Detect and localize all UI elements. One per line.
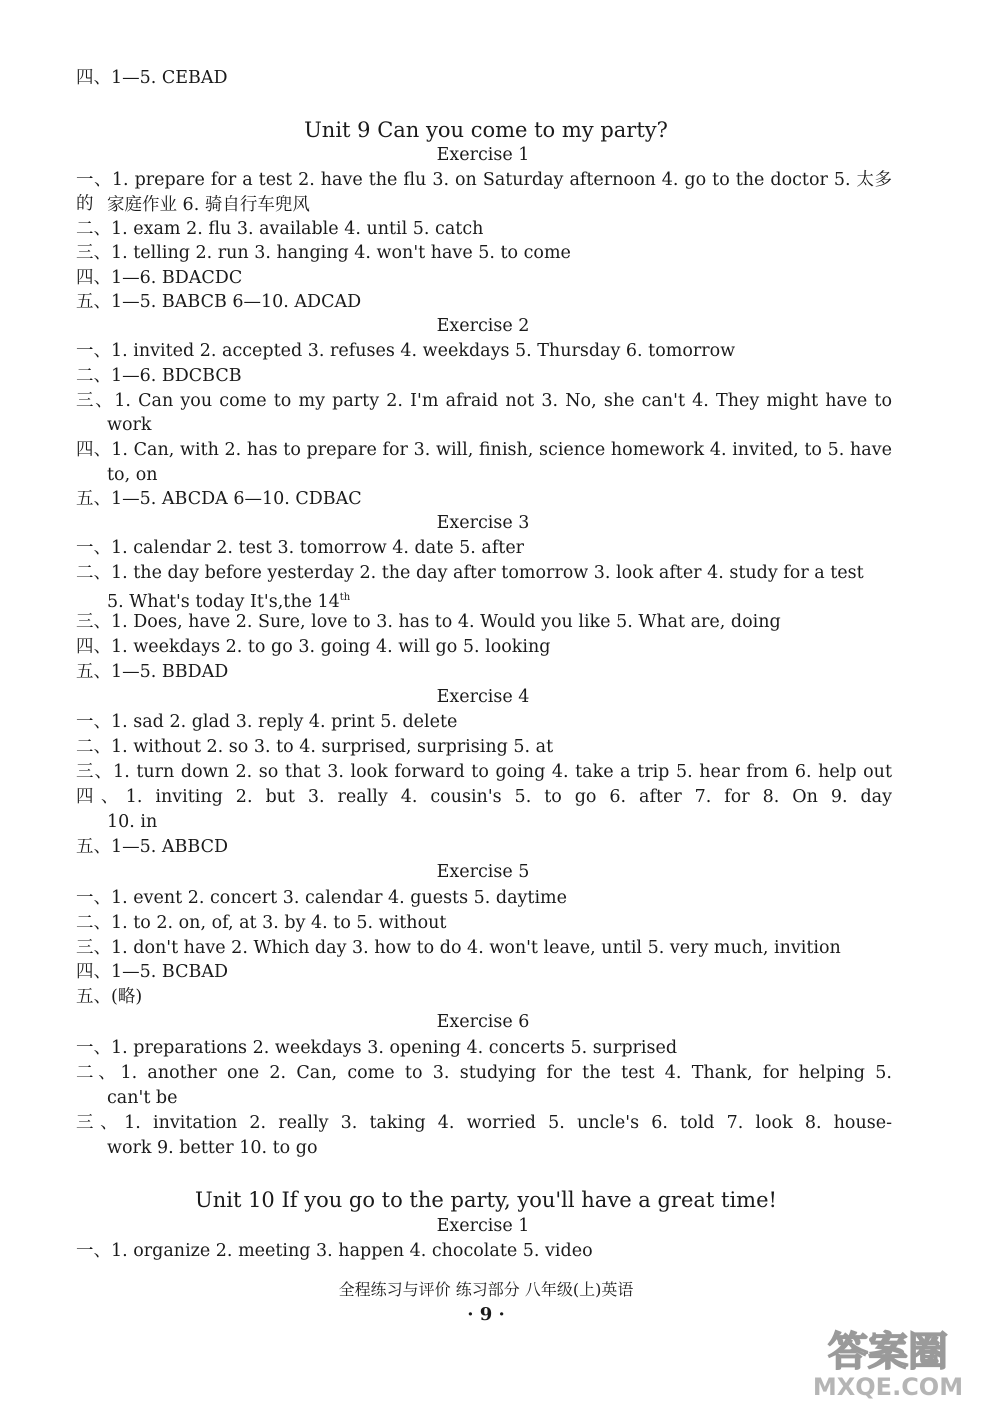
answer-line: 一、1. preparations 2. weekdays 3. opening 4. concerts 5. surprised (76, 1038, 678, 1058)
exercise-heading: Exercise 4 (436, 687, 530, 707)
answer-line: 一、1. prepare for a test 2. have the flu 3. on Saturday afternoon 4. go to the doctor 5. 太多的 (76, 170, 892, 214)
watermark-top-text: 答案圈 (828, 1329, 948, 1375)
answer-line: 二、1—6. BDCBCB (76, 366, 242, 386)
answer-line: 五、1—5. ABCDA 6—10. CDBAC (76, 489, 362, 509)
answer-line: 三、1. Does, have 2. Sure, love to 3. has to 4. Would you like 5. What are, doing (76, 612, 781, 632)
exercise-heading: Exercise 2 (436, 316, 530, 336)
answer-line: 三、1. telling 2. run 3. hanging 4. won't have 5. to come (76, 243, 571, 263)
exercise-heading: Exercise 3 (436, 513, 530, 533)
answer-line: 三、1. invitation 2. really 3. taking 4. worried 5. uncle's 6. told 7. look 8. house- (76, 1113, 892, 1133)
watermark-bottom-text: MXQE.COM (812, 1373, 964, 1401)
answer-line: work (107, 415, 152, 435)
page-number: · 9 · (467, 1304, 505, 1325)
unit-10-heading: Unit 10 If you go to the party, you'll have a great time! (195, 1188, 777, 1212)
answer-line: 四、1. Can, with 2. has to prepare for 3. will, finish, science homework 4. invited, to 5. have (76, 440, 892, 460)
answer-line: 一、1. invited 2. accepted 3. refuses 4. weekdays 5. Thursday 6. tomorrow (76, 341, 736, 361)
exercise-heading: Exercise 6 (436, 1012, 530, 1032)
answer-line: 五、1—5. BBDAD (76, 662, 229, 682)
answer-line: 二、1. another one 2. Can, come to 3. studying for the test 4. Thank, for helping 5. (76, 1063, 892, 1083)
answer-line: 一、1. calendar 2. test 3. tomorrow 4. date 5. after (76, 538, 525, 558)
answer-line: 四、1—6. BDACDC (76, 268, 243, 288)
answer-line: 家庭作业 6. 骑自行车兜风 (107, 195, 310, 215)
exercise-heading: Exercise 1 (436, 145, 530, 165)
exercise-heading: Exercise 1 (436, 1216, 530, 1236)
answer-line: 二、1. to 2. on, of, at 3. by 4. to 5. without (76, 913, 447, 933)
answer-line: 二、1. without 2. so 3. to 4. surprised, surprising 5. at (76, 737, 554, 757)
answer-line: 四、1. inviting 2. but 3. really 4. cousin's 5. to go 6. after 7. for 8. On 9. day (76, 787, 892, 807)
answer-line: can't be (107, 1088, 178, 1108)
answer-line: 二、1. the day before yesterday 2. the day after tomorrow 3. look after 4. study for a test (76, 563, 864, 583)
unit-9-heading: Unit 9 Can you come to my party? (304, 118, 668, 142)
answer-line: 三、1. Can you come to my party 2. I'm afraid not 3. No, she can't 4. They might have to (76, 391, 892, 411)
answer-line: 五、(略) (76, 987, 143, 1007)
answer-line: 10. in (107, 812, 158, 832)
answer-line: 三、1. don't have 2. Which day 3. how to do 4. won't leave, until 5. very much, invition (76, 938, 841, 958)
answer-line: 五、1—5. ABBCD (76, 837, 228, 857)
answer-line: to, on (107, 465, 158, 485)
answer-line: work 9. better 10. to go (107, 1138, 318, 1158)
answer-line: 四、1—5. BCBAD (76, 962, 228, 982)
answer-line: 5. What's today It's,the 14th (107, 591, 351, 612)
exercise-heading: Exercise 5 (436, 862, 530, 882)
answer-line: 一、1. sad 2. glad 3. reply 4. print 5. delete (76, 712, 458, 732)
answer-line: 二、1. exam 2. flu 3. available 4. until 5. catch (76, 219, 484, 239)
answer-line: 一、1. organize 2. meeting 3. happen 4. chocolate 5. video (76, 1241, 593, 1261)
answer-line: 三、1. turn down 2. so that 3. look forward to going 4. take a trip 5. hear from 6. help out (76, 762, 892, 782)
watermark-logo (788, 1317, 988, 1402)
answer-line: 四、1—5. CEBAD (76, 68, 228, 88)
page-footer-title: 全程练习与评价 练习部分 八年级(上)英语 (338, 1280, 634, 1299)
answer-line: 一、1. event 2. concert 3. calendar 4. guests 5. daytime (76, 888, 567, 908)
answer-line: 五、1—5. BABCB 6—10. ADCAD (76, 292, 362, 312)
answer-line: 四、1. weekdays 2. to go 3. going 4. will go 5. looking (76, 637, 551, 657)
